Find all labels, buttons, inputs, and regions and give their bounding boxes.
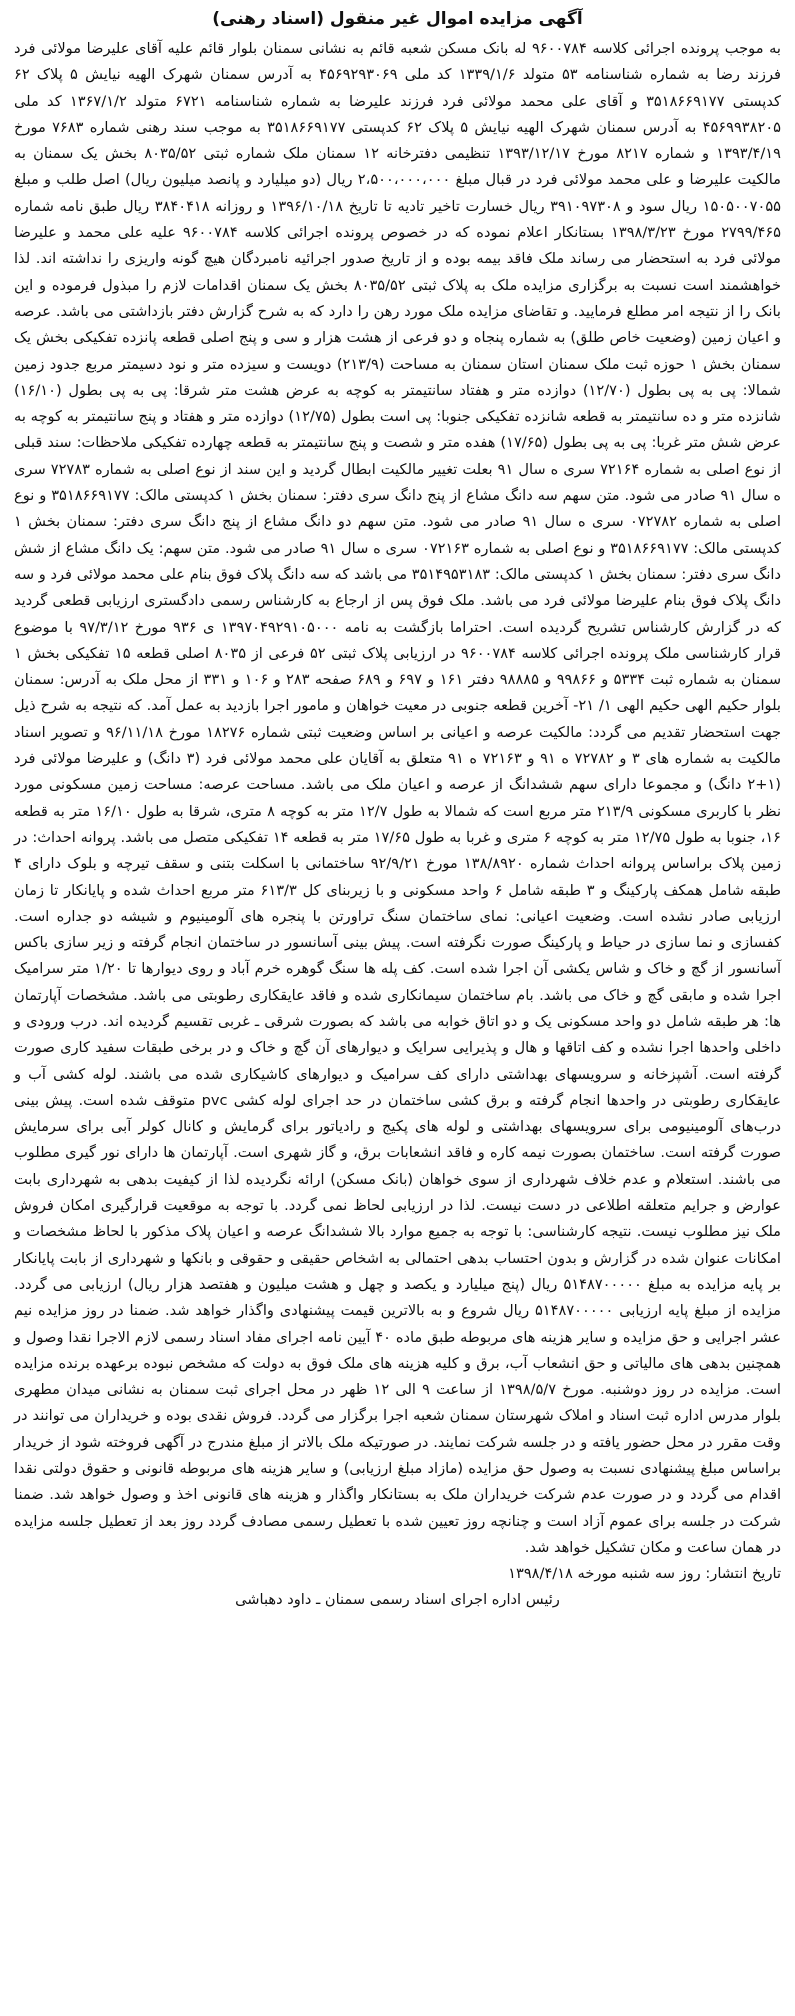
- publish-date: تاریخ انتشار: روز سه شنبه مورخه ۱۳۹۸/۴/۱۸: [508, 1565, 781, 1583]
- signature-line: رئیس اداره اجرای اسناد رسمی سمنان ـ داود دهباشی: [235, 1591, 560, 1609]
- notice-body: به موجب پرونده اجرائی کلاسه ۹۶۰۰۷۸۴ له بانک مسکن شعبه قائم به نشانی سمنان بلوار قائم علیه آقای علیرضا مولائی فرد فرزند رضا به شماره شناسنامه ۵۳ متولد ۱۳۳۹/۱/۶ کد ملی ۴۵۶۹۲۹۳۰۶۹ به آدرس سمنان شهرک الهیه نیایش ۵ پلاک ۶۲ کدپستی ۳۵۱۸۶۶۹۱۷۷ و آقای علی محمد مولائی فرد فرزند علیرضا به شماره شناسنامه ۶۷۲۱ متولد ۱۳۶۷/۱/۲ کد ملی ۴۵۶۹۹۳۸۲۰۵ به آدرس سمنان شهرک الهیه نیایش ۵ پلاک ۶۲ کدپستی ۳۵۱۸۶۶۹۱۷۷ به موجب سند رهنی شماره ۷۶۸۳ مورخ ۱۳۹۳/۴/۱۹ و شماره ۸۲۱۷ مورخ ۱۳۹۳/۱۲/۱۷ تنظیمی دفترخانه ۱۲ سمنان ملک شماره ثبتی ۸۰۳۵/۵۲ بخش یک سمنان به مالکیت علیرضا و علی محمد مولائی فرد در قبال مبلغ ۲،۵۰۰،۰۰۰،۰۰۰ ریال (دو میلیارد و پانصد میلیون ریال) اصل طلب و مبلغ ۱۵۰۵۰۰۷۰۵۵ ریال سود و ۳۹۱۰۹۷۳۰۸ ریال خسارت تاخیر تادیه تا تاریخ ۱۳۹۶/۱۰/۱۸ و روزانه ۳۸۴۰۴۱۸ ریال طبق نامه شماره ۲۷۹۹/۴۶۵ مورخ ۱۳۹۸/۳/۲۳ بستانکار اعلام نموده که در خصوص پرونده اجرائی کلاسه ۹۶۰۰۷۸۴ علیه علی محمد و علیرضا مولائی فرد به استحضار می رساند ملک فاقد بیمه بوده و از تاریخ صدور اجرائیه نامبردگان هیچ گونه واریزی را نداشته اند. لذا خواهشمند است نسبت به برگزاری مزایده ملک به پلاک ثبتی ۸۰۳۵/۵۲ بخش یک سمنان اقدامات لازم را مبذول فرموده و این بانک را از نتیجه امر مطلع فرمایید. و تقاضای مزایده ملک مورد رهن را دارد که به شرح گزارش دفتر بازداشتی می باشد. عرصه و اعیان زمین (وضعیت خاص طلق) به شماره پنجاه و دو فرعی از هشت هزار و سی و پنج اصلی قطعه پانزده تفکیکی بخش یک سمنان بخش ۱ حوزه ثبت ملک سمنان استان سمنان به مساحت (۲۱۳/۹) دویست و سیزده متر و نود دسیمتر مربع جدود زمین شمالا: پی به پی بطول (۱۲/۷۰) دوازده متر و هفتاد سانتیمتر به کوچه به عرض هشت متر شرقا: پی به پی بطول (۱۶/۱۰) شانزده متر و ده سانتیمتر به قطعه شانزده تفکیکی جنوبا: پی است بطول (۱۲/۷۵) دوازده متر و هفتاد و پنج سانتیمتر به کوچه به عرض شش متر غربا: پی به پی بطول (۱۷/۶۵) هفده متر و شصت و پنج سانتیمتر به قطعه چهارده تفکیکی ملاحظات: سند قبلی از نوع اصلی به شماره ۷۲۱۶۴ سری ه سال ۹۱ بعلت تغییر مالکیت ابطال گردید و این سند از نوع اصلی به شماره ۷۲۷۸۳ سری ه سال ۹۱ صادر می شود. متن سهم سه دانگ مشاع از پنج دانگ سری دفتر: سمنان بخش ۱ کدپستی مالک: ۳۵۱۸۶۶۹۱۷۷ و نوع اصلی به شماره ۰۷۲۷۸۲ سری ه سال ۹۱ صادر می شود. متن سهم دو دانگ مشاع از پنج دانگ سری دفتر: سمنان بخش ۱ کدپستی مالک: ۳۵۱۸۶۶۹۱۷۷ و نوع اصلی به شماره ۰۷۲۱۶۳ سری ه سال ۹۱ صادر می شود. متن سهم: یک دانگ مشاع از شش دانگ سری دفتر: سمنان بخش ۱ کدپستی مالک: ۳۵۱۴۹۵۳۱۸۳ می باشد که سه دانگ پلاک فوق بنام علی محمد مولائی فرد و سه دانگ پلاک فوق بنام علیرضا مولائی فرد می باشد. ملک فوق پس از ارجاع به کارشناس رسمی دادگستری ارزیابی قطعی گردید که در گزارش کارشناس تشریح گردیده است. احتراما بازگشت به نامه ۱۳۹۷۰۴۹۲۹۱۰۵۰۰۰ ی ۹۳۶ مورخ ۹۷/۳/۱۲ با موضوع قرار کارشناسی ملک پرونده اجرائی کلاسه ۹۶۰۰۷۸۴ در ارزیابی پلاک ثبتی ۵۲ فرعی از ۸۰۳۵ اصلی قطعه ۱۵ تفکیکی بخش ۱ سمنان به شماره ثبت ۵۳۳۴ و ۹۹۸۶۶ و ۹۸۸۸۵ دفتر ۱۶۱ و ۶۹۷ و ۶۸۹ صفحه ۲۸۳ و ۱۰۶ و ۳۳۱ از محل ملک به آدرس: سمنان بلوار حکیم الهی حکیم الهی ۱/ ۲۱- آخرین قطعه جنوبی در معیت خواهان و مامور اجرا بازدید به عمل آمد. که نتیجه به شرح ذیل جهت استحضار تقدیم می گردد: مالکیت عرصه و اعیانی بر اساس وضعیت ثبتی شماره ۱۸۲۷۶ مورخ ۹۶/۱۱/۱۸ و تصویر اسناد مالکیت به شماره های ۳ و ۷۲۷۸۲ ه ۹۱ و ۷۲۱۶۳ ه ۹۱ متعلق به آقایان علی محمد مولائی فرد (۳ دانگ) و علیرضا مولائی فرد (۱+۲ دانگ) و مجموعا دارای سهم ششدانگ از عرصه و اعیان ملک می باشد. مساحت عرصه: مساحت زمین مسکونی مورد نظر با کاربری مسکونی ۲۱۳/۹ متر مربع است که شمالا به طول ۱۲/۷ متر به کوچه ۸ متری، شرقا به طول ۱۶/۱۰ متر به قطعه ۱۶، جنوبا به طول ۱۲/۷۵ متر به کوچه ۶ متری و غربا به طول ۱۷/۶۵ متر به قطعه ۱۴ تفکیکی متصل می باشد. پروانه احداث: در زمین پلاک براساس پروانه احداث شماره ۱۳۸/۸۹۲۰ مورخ ۹۲/۹/۲۱ ساختمانی با اسکلت بتنی و سقف تیرچه و بلوک دارای ۴ طبقه شامل همکف پارکینگ و ۳ طبقه شامل ۶ واحد مسکونی و با زیربنای کل ۶۱۳/۳ متر مربع احداث شده و پایانکار تا زمان ارزیابی صادر نشده است. وضعیت اعیانی: نمای ساختمان سنگ تراورتن با پنجره های آلومینیوم و شیشه دو جداره است. کفسازی و نما سازی در حیاط و پارکینگ صورت نگرفته است. پیش بینی آسانسور در ساختمان انجام گرفته و زیر سازی باکس آسانسور از گچ و خاک و شاس یکشی آن اجرا شده است. کف پله ها سنگ گوهره خرم آباد و روی دیوارها تا ۱/۲۰ متر سرامیک اجرا شده و مابقی گچ و خاک می باشد. بام ساختمان سیمانکاری شده و فاقد عایقکاری رطوبتی می باشد. مشخصات آپارتمان ها: هر طبقه شامل دو واحد مسکونی یک و دو اتاق خوابه می باشد که بصورت شرقی ـ غربی تقسیم گردیده اند. درب ورودی و داخلی واحدها اجرا نشده و کف اتاقها و هال و پذیرایی سرایک و دیوارهای آن گچ و خاک و در برخی طبقات سفید کاری صورت گرفته است. آشپزخانه و سرویسهای بهداشتی دارای کف سرامیک و دیوارهای کاشیکاری شده می باشند. لوله کشی آب و عایقکاری رطوبتی در واحدها انجام گرفته و برق کشی ساختمان در حد اجرای لوله کشی pvc متوقف شده است. پیش بینی درب‌های آلومینیومی برای سرویسهای بهداشتی و لوله های پکیج و رادیاتور برای گرمایش و کانال کولر آبی برای سرمایش صورت گرفته است. ساختمان بصورت نیمه کاره و فاقد انشعابات برق، و گاز شهری است. آپارتمان ها دارای نور گیری مطلوب می باشند. استعلام و عدم خلاف شهرداری از سوی خواهان (بانک مسکن) ارائه نگردیده لذا از کیفیت بدهی به شهرداری بابت عوارض و جرایم متعلقه اطلاعی در دست نیست. لذا در ارزیابی لحاظ نمی گردد. با توجه به موقعیت قرارگیری امکان فروش ملک نیز مطلوب نیست. نتیجه کارشناسی: با توجه به جمیع موارد بالا ششدانگ عرصه و اعیان پلاک مذکور با لحاظ مشخصات و امکانات عنوان شده در گزارش و بدون احتساب بدهی احتمالی به اشخاص حقیقی و حقوقی و بانکها و شهرداری از بابت پایانکار بر پایه مزایده به مبلغ ۵۱۴۸۷۰۰۰۰۰ ریال (پنج میلیارد و یکصد و چهل و هشت میلیون و هفتصد هزار ریال) ارزیابی می گردد. مزایده از مبلغ پایه ارزیابی ۵۱۴۸۷۰۰۰۰۰ ریال شروع و به بالاترین قیمت پیشنهادی واگذار خواهد شد. ضمنا در روز مزایده نیم عشر اجرایی و حق مزایده و سایر هزینه های مربوطه طبق ماده ۴۰ آیین نامه اجرای مفاد اسناد رسمی لازم الاجرا نقدا وصول و همچنین بدهی های مالیاتی و حق انشعاب آب، برق و کلیه هزینه های ملک فوق به دولت که مشخص نبوده برعهده برنده مزایده است. مزایده در روز دوشنبه. مورخ ۱۳۹۸/۵/۷ از ساعت ۹ الی ۱۲ ظهر در محل اجرای ثبت سمنان به نشانی میدان مطهری بلوار مدرس اداره ثبت اسناد و املاک شهرستان سمنان شعبه اجرا برگزار می گردد. فروش نقدی بوده و خریداران می توانند در وقت مقرر در محل حضور یافته و در جلسه شرکت نمایند. در صورتیکه ملک بالاتر از مبلغ مندرج در آگهی فروخته شود از خریدار براساس مبلغ پیشنهادی نسبت به وصول حق مزایده (مازاد مبلغ ارزیابی) و سایر هزینه های مربوطه قانونی و حقوق دولتی نقدا اقدام می گردد و در صورت عدم شرکت خریداران ملک به بستانکار واگذار و هزینه های قانونی اخذ و وصول خواهد شد. ضمنا شرکت در جلسه برای عموم آزاد است و چنانچه روز تعیین شده با تعطیل رسمی مصادف گردد روز بعد از تعطیل جلسه مزایده در همان ساعت و مکان تشکیل خواهد شد.: [14, 40, 782, 1556]
- notice-title: آگهی مزایده اموال غیر منقول (اسناد رهنی): [212, 9, 583, 29]
